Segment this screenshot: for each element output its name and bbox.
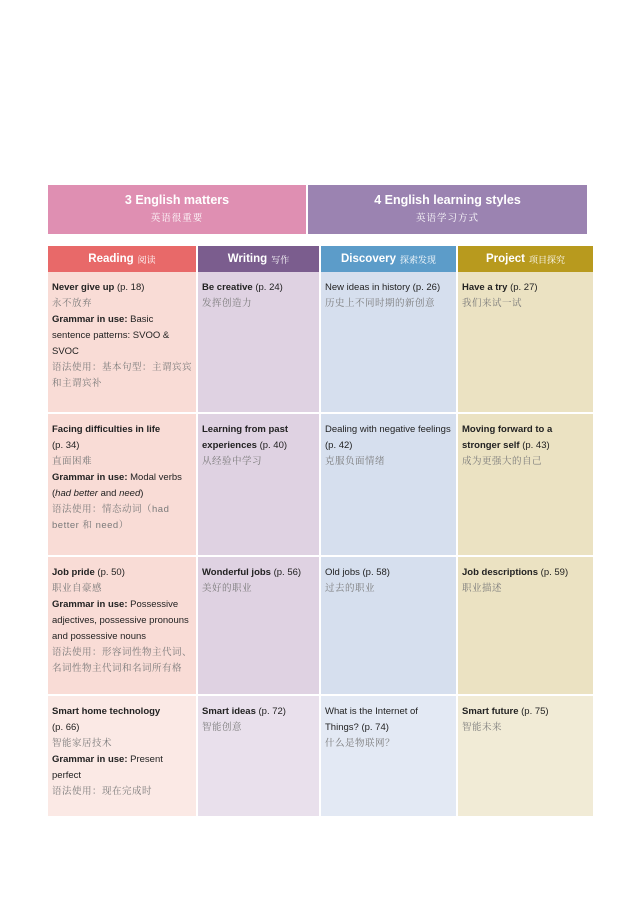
grammar-cn: 语法使用：形容词性物主代词、名词性物主代词和名词所有格: [52, 647, 193, 674]
column-header-label-cn: 项目探究: [528, 254, 565, 265]
discovery-cell-2: [321, 412, 456, 555]
writing-cell-2: [198, 412, 319, 555]
grammar-cn: 语法使用：情态动词（had better 和 need）: [52, 504, 170, 531]
lesson-title-cn: 职业自豪感: [52, 583, 103, 594]
grammar-label: Grammar in use:: [52, 314, 128, 325]
grammar-text: Modal verbs: [130, 472, 182, 483]
grammar-line: [52, 597, 192, 645]
column-header-label-cn: 写作: [271, 254, 290, 265]
lesson-title-cn: 职业描述: [462, 583, 503, 594]
page-ref: (p. 58): [362, 567, 390, 578]
lesson-title: Facing difficulties in life: [52, 424, 161, 435]
lesson-title-line: [462, 704, 589, 720]
lesson-title-cn: 成为更强大的自己: [462, 456, 543, 467]
lesson-title-line: [202, 280, 315, 296]
lesson-title-cn: 发挥创造力: [202, 298, 253, 309]
lesson-title: Smart ideas: [202, 706, 256, 717]
page-ref: (p. 72): [258, 706, 286, 717]
lesson-title: Learning from past experiences: [202, 424, 289, 451]
page-ref: (p. 18): [116, 282, 145, 293]
lesson-title: Never give up: [52, 282, 115, 293]
grammar-cn: 语法使用：基本句型：主谓宾宾和主谓宾补: [52, 362, 193, 389]
lesson-title: Dealing with negative feelings: [325, 424, 451, 435]
page-ref: (p. 24): [255, 282, 283, 293]
lesson-title-line: [202, 704, 315, 720]
project-cell-3: [458, 555, 593, 694]
page-ref: (p. 40): [259, 440, 288, 451]
page-ref: (p. 43): [522, 440, 550, 451]
discovery-cell-1: [321, 272, 456, 412]
grammar-label: Grammar in use:: [52, 754, 128, 765]
lesson-title: Job descriptions: [462, 567, 539, 578]
lesson-title-cn: 我们来试一试: [462, 298, 523, 309]
discovery-cell-3: [321, 555, 456, 694]
lesson-title: Smart future: [462, 706, 519, 717]
grammar-line: [52, 312, 192, 360]
lesson-title-cn: 智能未来: [462, 722, 503, 733]
lesson-title-line: [202, 422, 315, 454]
unit-3-subtitle: 英语很重要: [150, 213, 204, 224]
grammar-italic-term: had better: [55, 488, 98, 499]
page-ref: (p. 50): [97, 567, 125, 578]
grammar-paren-open: (: [52, 488, 56, 499]
grammar-cn: 语法使用：现在完成时: [52, 786, 153, 797]
lesson-title: What is the Internet of Things?: [325, 706, 418, 733]
column-header-writing: [198, 246, 319, 272]
lesson-title-cn: 智能创意: [202, 722, 243, 733]
page-ref: (p. 66): [52, 722, 80, 733]
unit-3-header: [48, 185, 306, 234]
column-header-project: [458, 246, 593, 272]
unit-header-bar: [48, 185, 587, 234]
column-header-reading: [48, 246, 196, 272]
column-header-label-cn: 阅读: [137, 254, 156, 265]
lesson-title: Job pride: [52, 567, 95, 578]
unit-4-subtitle: 英语学习方式: [415, 213, 479, 224]
grammar-label: Grammar in use:: [52, 599, 128, 610]
project-cell-2: [458, 412, 593, 555]
lesson-title: New ideas in history: [325, 282, 411, 293]
lesson-title-cn: 克服负面情绪: [325, 456, 386, 467]
lesson-title-line: [462, 280, 589, 296]
lesson-title-cn: 什么是物联网？: [325, 738, 396, 749]
lesson-title-line: [325, 280, 452, 296]
page-ref: (p. 74): [361, 722, 389, 733]
lesson-title-cn: 直面困难: [52, 456, 93, 467]
lesson-title-cn: 历史上不同时期的新创意: [325, 298, 436, 309]
lesson-title: Wonderful jobs: [202, 567, 271, 578]
grammar-italic-term: need: [119, 488, 141, 499]
lesson-title-line: [462, 565, 589, 581]
lesson-title-line: [325, 565, 452, 581]
lesson-title: Be creative: [202, 282, 253, 293]
discovery-cell-4: [321, 694, 456, 816]
reading-cell-1: [48, 272, 196, 412]
project-cell-1: [458, 272, 593, 412]
grammar-text: Basic sentence patterns: SVOO & SVOC: [52, 314, 170, 357]
contents-table: [48, 246, 589, 818]
lesson-title-line: [325, 422, 452, 454]
grammar-label: Grammar in use:: [52, 472, 128, 483]
lesson-title-cn: 美好的职业: [202, 583, 253, 594]
page-ref: (p. 27): [510, 282, 538, 293]
reading-cell-2: [48, 412, 196, 555]
lesson-title-line: [52, 565, 192, 581]
column-header-discovery: [321, 246, 456, 272]
grammar-detail: [52, 486, 192, 502]
lesson-title-line: [52, 280, 192, 296]
project-cell-4: [458, 694, 593, 816]
lesson-title-cn: 智能家居技术: [52, 738, 113, 749]
page-ref: (p. 26): [412, 282, 441, 293]
lesson-title-line: [202, 565, 315, 581]
column-header-label: Reading: [88, 253, 134, 265]
writing-cell-1: [198, 272, 319, 412]
lesson-title-cn: 过去的职业: [325, 583, 376, 594]
grammar-line: [52, 752, 192, 784]
page-ref: (p. 59): [540, 567, 569, 578]
grammar-line: [52, 470, 192, 486]
column-header-label: Discovery: [341, 253, 396, 265]
page-ref: (p. 34): [52, 440, 80, 451]
unit-4-header: [306, 185, 587, 234]
writing-cell-3: [198, 555, 319, 694]
lesson-title: Moving forward to a stronger self: [462, 424, 553, 451]
lesson-title: Old jobs: [325, 567, 360, 578]
page-ref: (p. 42): [325, 440, 353, 451]
grammar-text: Present perfect: [52, 754, 163, 781]
page-ref: (p. 56): [273, 567, 302, 578]
grammar-conjunction: and: [97, 488, 120, 499]
lesson-title-line: [462, 422, 589, 454]
lesson-title-line: [325, 704, 452, 736]
reading-cell-3: [48, 555, 196, 694]
lesson-title-cn: 永不放弃: [52, 298, 93, 309]
lesson-title: Smart home technology: [52, 706, 161, 717]
column-header-label: Project: [485, 253, 525, 265]
grammar-text: Possessive adjectives, possessive pronouns and possessive nouns: [52, 599, 189, 642]
writing-cell-4: [198, 694, 319, 816]
lesson-title: Have a try: [462, 282, 508, 293]
unit-3-title: 3 English matters: [124, 193, 230, 207]
column-header-label-cn: 探索发现: [399, 254, 436, 265]
unit-4-title: 4 English learning styles: [374, 193, 521, 207]
grammar-paren-close: ): [140, 488, 144, 499]
page-ref: (p. 75): [521, 706, 549, 717]
reading-cell-4: [48, 694, 196, 816]
lesson-title-cn: 从经验中学习: [202, 456, 263, 467]
column-header-label: Writing: [227, 253, 268, 265]
